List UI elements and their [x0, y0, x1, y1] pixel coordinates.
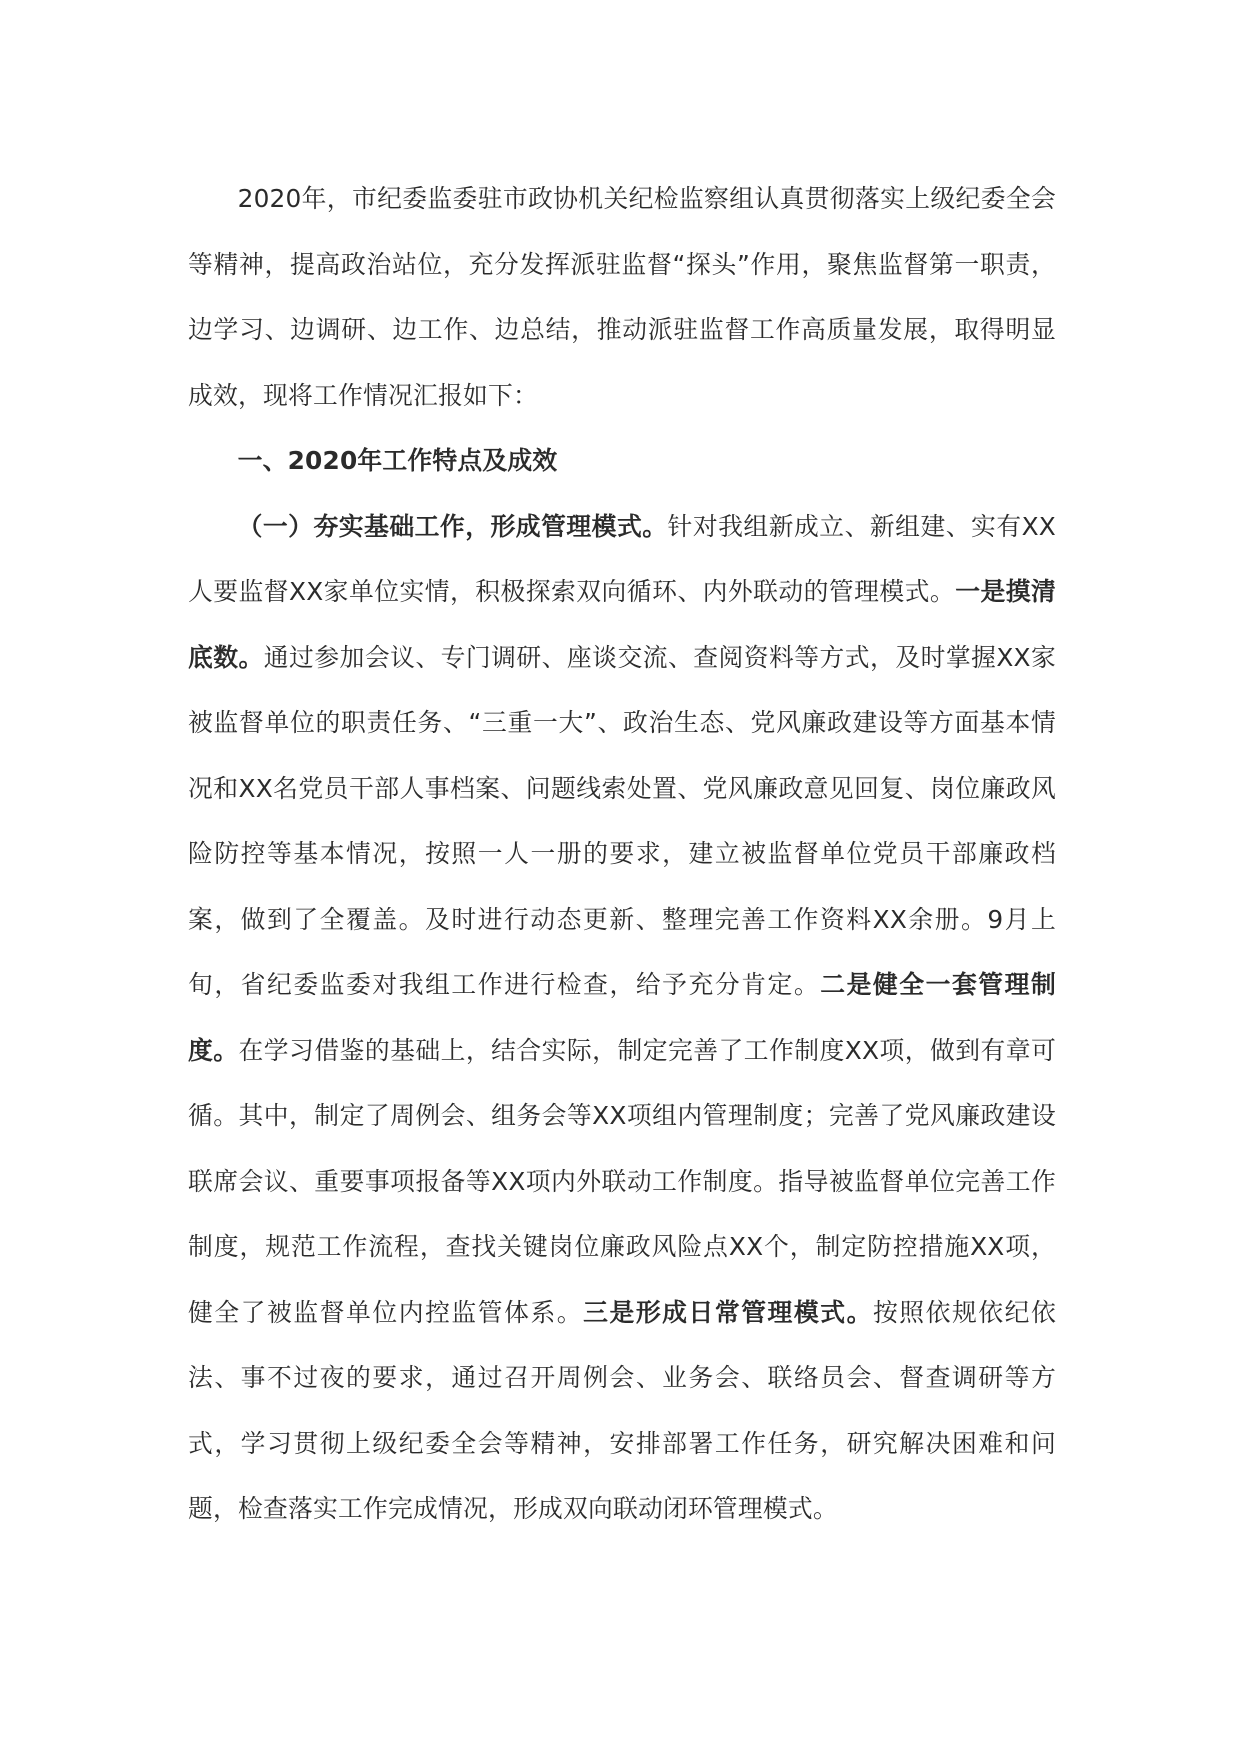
lead-phrase: 一是摸清底数。 [188, 577, 1056, 672]
paragraph-text: 通过参加会议、专门调研、座谈交流、查阅资料等方式，及时掌握XX家被监督单位的职责任务、“三重一大”、政治生态、党风廉政建设等方面基本情况和XX名党员干部人事档案、问题线索处置、党风廉政意见回复、岗位廉政风险防控等基本情况，按照一人一册的要求，建立被监督单位党员干部廉政档案，做到了全覆盖。及时进行动态更新、整理完善工作资料XX余册。9月上旬，省纪委监委对我组工作进行检查，给予充分肯定。 [188, 642, 1056, 999]
lead-phrase: 三是形成日常管理模式。 [583, 1297, 873, 1327]
paragraph-text: 按照依规依纪依法、事不过夜的要求，通过召开周例会、业务会、联络员会、督查调研等方式，学习贯彻上级纪委全会等精神，安排部署工作任务，研究解决困难和问题，检查落实工作完成情况，形成双向联动闭环管理模式。 [188, 1297, 1056, 1523]
section-paragraph [188, 494, 1056, 1542]
intro-paragraph: 2020年，市纪委监委驻市政协机关纪检监察组认真贯彻落实上级纪委全会等精神，提高政治站位，充分发挥派驻监督“探头”作用，聚焦监督第一职责，边学习、边调研、边工作、边总结，推动派驻监督工作高质量发展，取得明显成效，现将工作情况汇报如下： [188, 184, 1056, 410]
document-body [188, 166, 1056, 1542]
lead-phrase: 二是健全一套管理制度。 [188, 970, 1056, 1065]
subsection-heading: （一）夯实基础工作，形成管理模式。 [237, 511, 668, 541]
section-heading: 一、2020年工作特点及成效 [237, 446, 558, 475]
paragraph-text: 针对我组新成立、新组建、实有XX人要监督XX家单位实情，积极探索双向循环、内外联动的管理模式。 [188, 511, 1056, 606]
paragraph-text: 在学习借鉴的基础上，结合实际，制定完善了工作制度XX项，做到有章可循。其中，制定了周例会、组务会等XX项组内管理制度；完善了党风廉政建设联席会议、重要事项报备等XX项内外联动工作制度。指导被监督单位完善工作制度，规范工作流程，查找关键岗位廉政风险点XX个，制定防控措施XX项，健全了被监督单位内控监管体系。 [188, 1035, 1057, 1327]
